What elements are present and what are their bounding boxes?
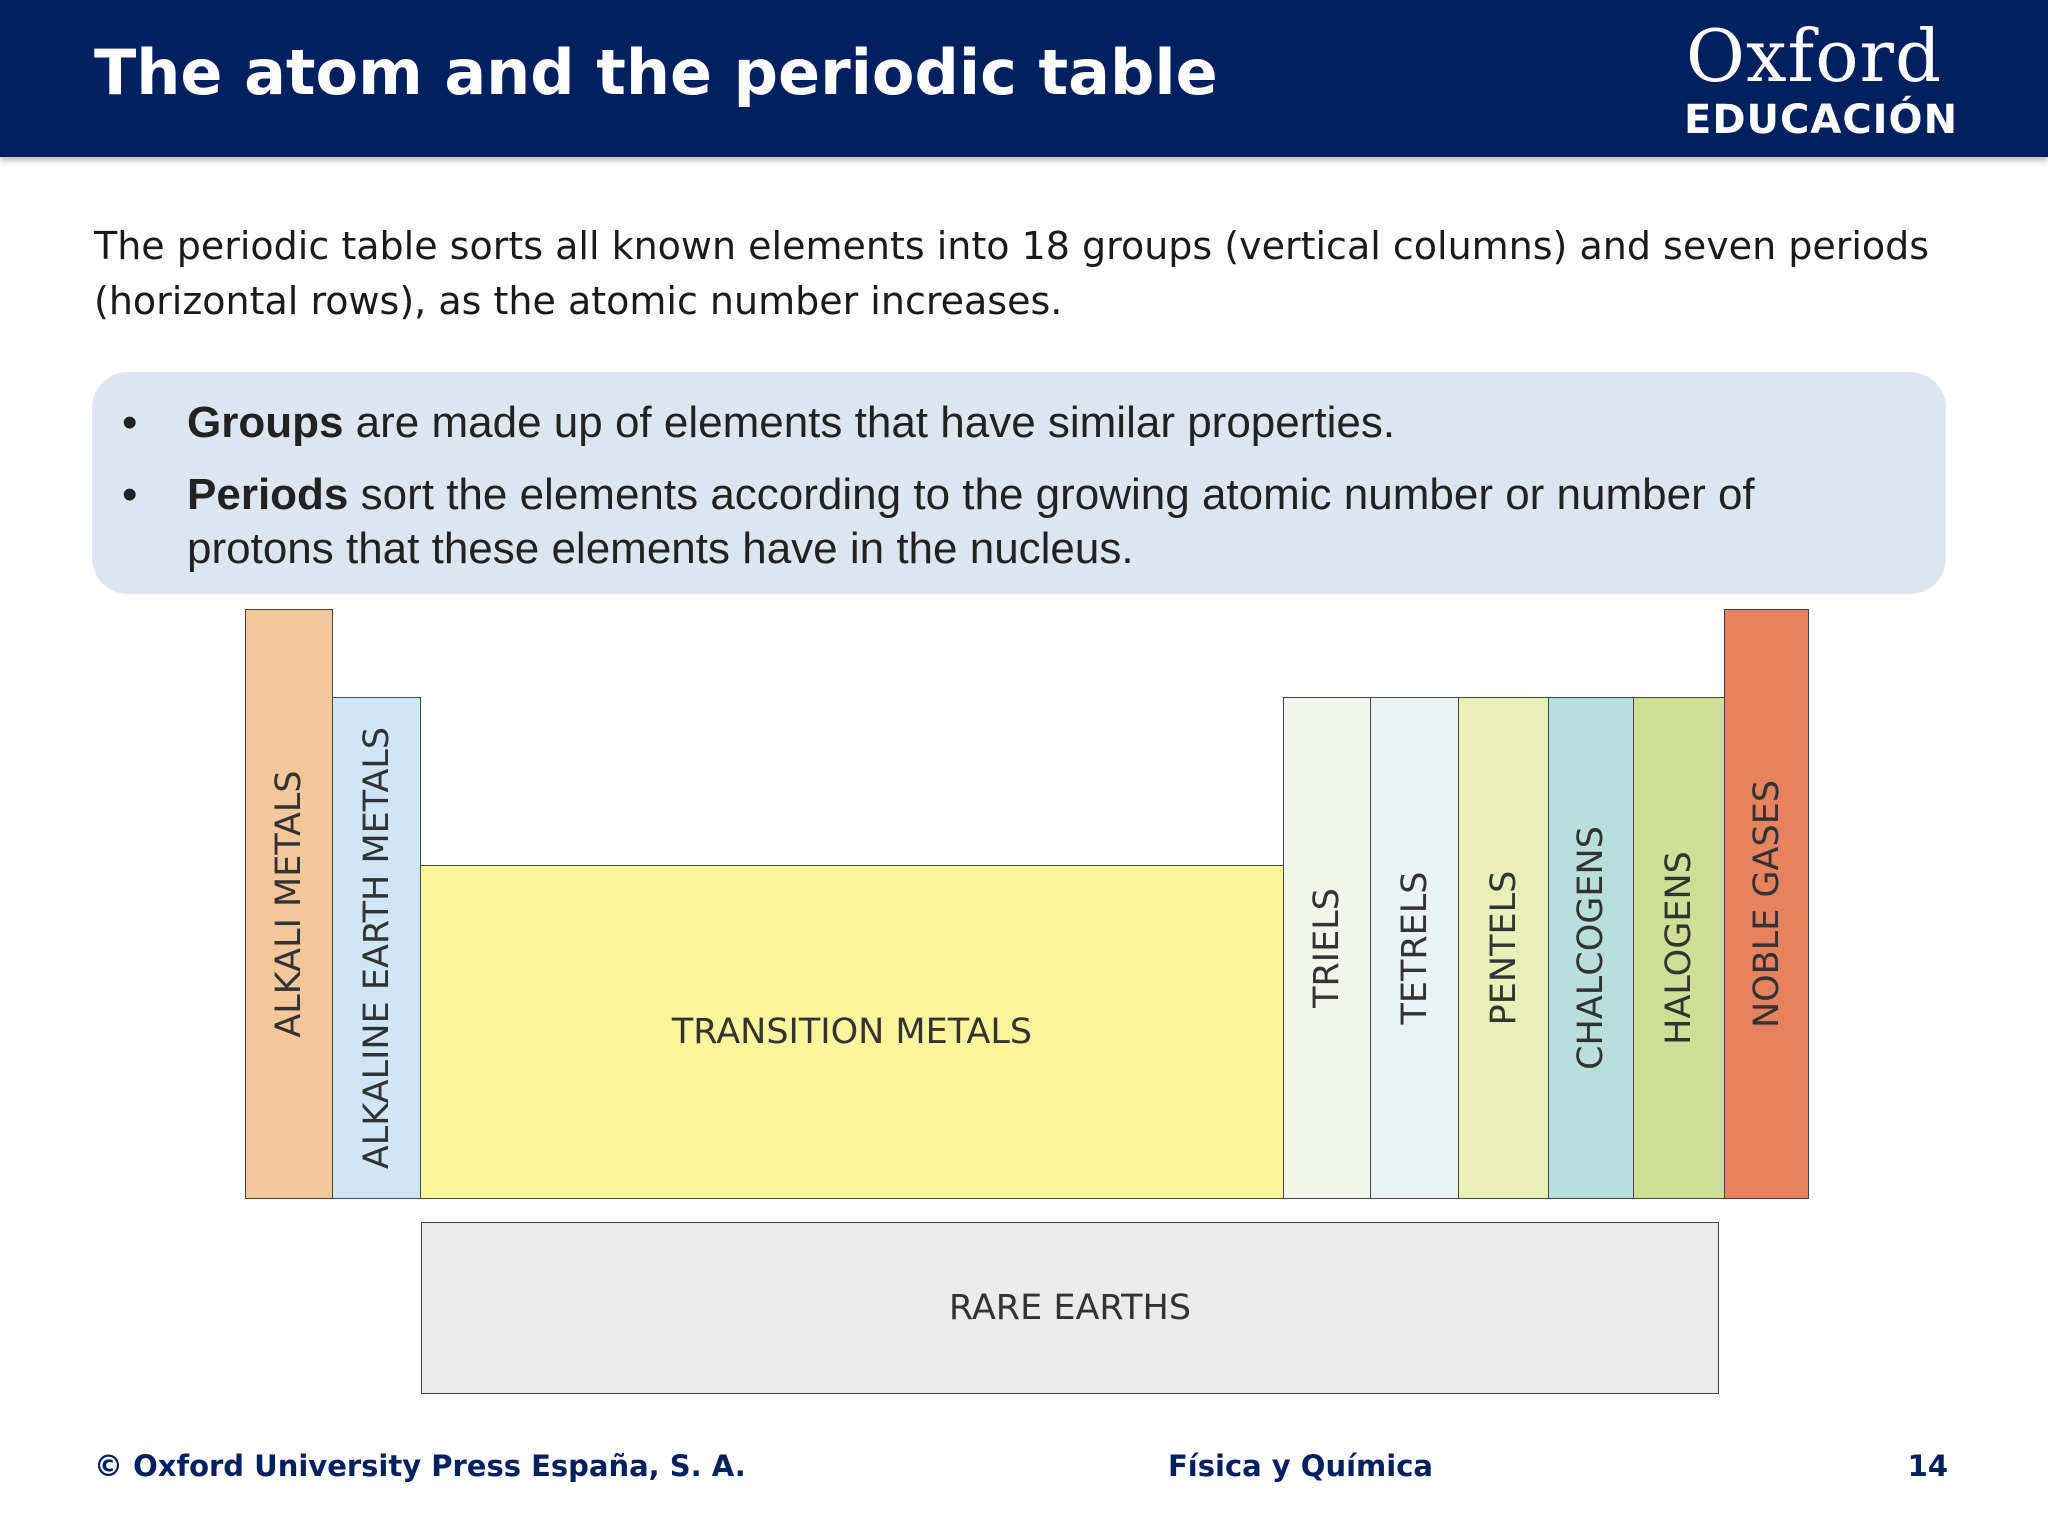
group-label: NOBLE GASES xyxy=(1746,779,1787,1029)
slide-header xyxy=(0,0,2048,157)
group-noble-gases xyxy=(1724,609,1809,1199)
intro-paragraph: The periodic table sorts all known elements into 18 groups (vertical columns) and seven periods (horizontal rows), as the atomic number increases. xyxy=(94,224,1930,323)
group-chalcogens xyxy=(1548,697,1634,1199)
slide-title: The atom and the periodic table xyxy=(94,36,1218,109)
logo-subtitle: EDUCACIÓN xyxy=(1684,97,1959,143)
group-transition-metals xyxy=(420,865,1284,1199)
footer-copyright: © Oxford University Press España, S. A. xyxy=(94,1449,746,1483)
bullet-term: Groups xyxy=(187,398,344,447)
oxford-logo xyxy=(1684,14,1959,143)
bullet-marker: • xyxy=(122,470,138,519)
logo-name: Oxford xyxy=(1685,14,1943,98)
group-halogens xyxy=(1633,697,1725,1199)
group-label: TETRELS xyxy=(1394,871,1435,1025)
rare-earths-label: RARE EARTHS xyxy=(948,1288,1192,1328)
footer-subject: Física y Química xyxy=(1168,1449,1433,1483)
group-label: ALKALI METALS xyxy=(269,770,309,1038)
group-triels xyxy=(1283,697,1371,1199)
group-label: TRIELS xyxy=(1307,888,1347,1008)
definitions-box xyxy=(92,372,1946,594)
rare-earths xyxy=(421,1222,1719,1394)
group-alkali-metals xyxy=(245,609,333,1199)
group-label: PENTELS xyxy=(1483,870,1524,1026)
group-pentels xyxy=(1458,697,1549,1199)
group-label: CHALCOGENS xyxy=(1571,826,1611,1070)
bullet-text: are made up of elements that have similar properties. xyxy=(343,398,1396,447)
group-label: TRANSITION METALS xyxy=(671,1012,1033,1052)
bullet-groups xyxy=(92,396,1946,450)
group-tetrels xyxy=(1370,697,1459,1199)
bullet-marker: • xyxy=(122,398,138,447)
group-label: HALOGENS xyxy=(1659,851,1699,1045)
bullet-term: Periods xyxy=(187,470,349,519)
page-number: 14 xyxy=(1907,1449,1948,1483)
group-alkaline-earth-metals xyxy=(332,697,421,1199)
bullet-periods xyxy=(92,468,1946,576)
group-label: ALKALINE EARTH METALS xyxy=(356,726,397,1170)
definitions-list xyxy=(92,396,1946,594)
bullet-text: sort the elements according to the growing atomic number or number of protons that these elements have in the nucleus. xyxy=(187,470,1755,573)
